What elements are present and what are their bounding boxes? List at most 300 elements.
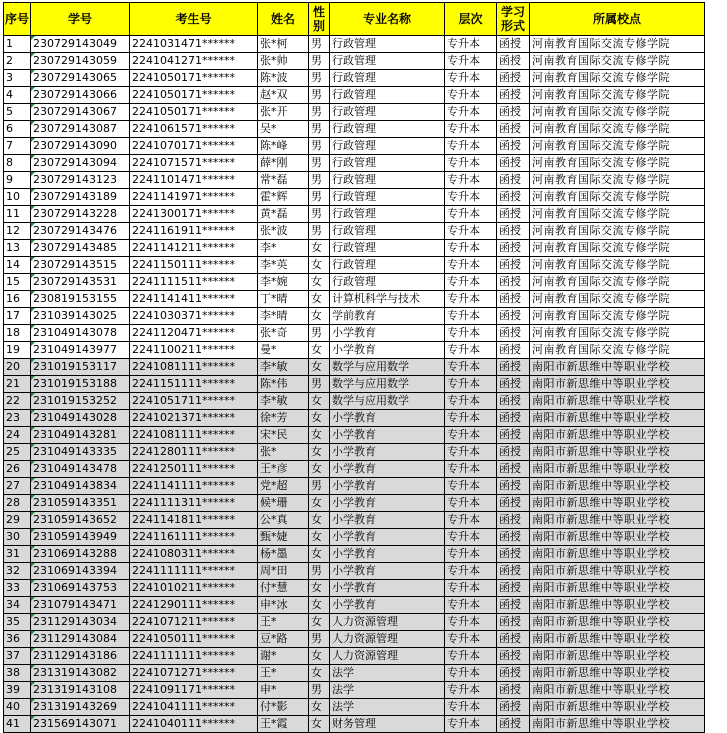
cell-mode[interactable]: 函授: [497, 648, 530, 665]
cell-level[interactable]: 专升本: [445, 495, 497, 512]
cell-student-id[interactable]: 230729143066: [31, 87, 130, 104]
cell-gender[interactable]: 女: [309, 529, 330, 546]
cell-level[interactable]: 专升本: [445, 36, 497, 53]
cell-major[interactable]: 人力资源管理: [330, 648, 445, 665]
cell-level[interactable]: 专升本: [445, 223, 497, 240]
cell-name[interactable]: 党*超: [258, 478, 309, 495]
cell-exam-no[interactable]: 2241100211******: [130, 342, 258, 359]
cell-seq[interactable]: 15: [4, 274, 31, 291]
cell-exam-no[interactable]: 2241141811******: [130, 512, 258, 529]
cell-seq[interactable]: 14: [4, 257, 31, 274]
cell-mode[interactable]: 函授: [497, 359, 530, 376]
cell-mode[interactable]: 函授: [497, 223, 530, 240]
cell-level[interactable]: 专升本: [445, 53, 497, 70]
cell-mode[interactable]: 函授: [497, 121, 530, 138]
header-major[interactable]: 专业名称: [330, 3, 445, 36]
cell-level[interactable]: 专升本: [445, 546, 497, 563]
cell-exam-no[interactable]: 2241280111******: [130, 444, 258, 461]
cell-mode[interactable]: 函授: [497, 427, 530, 444]
cell-exam-no[interactable]: 2241021371******: [130, 410, 258, 427]
cell-school[interactable]: 南阳市新思维中等职业学校: [530, 631, 705, 648]
cell-school[interactable]: 河南教育国际交流专修学院: [530, 257, 705, 274]
cell-student-id[interactable]: 231319143108: [31, 682, 130, 699]
cell-level[interactable]: 专升本: [445, 682, 497, 699]
cell-name[interactable]: 豆*路: [258, 631, 309, 648]
cell-mode[interactable]: 函授: [497, 699, 530, 716]
cell-exam-no[interactable]: 2241070171******: [130, 138, 258, 155]
cell-name[interactable]: 陈*伟: [258, 376, 309, 393]
cell-mode[interactable]: 函授: [497, 461, 530, 478]
cell-seq[interactable]: 5: [4, 104, 31, 121]
cell-gender[interactable]: 女: [309, 614, 330, 631]
cell-school[interactable]: 河南教育国际交流专修学院: [530, 308, 705, 325]
cell-seq[interactable]: 39: [4, 682, 31, 699]
cell-school[interactable]: 河南教育国际交流专修学院: [530, 223, 705, 240]
cell-seq[interactable]: 17: [4, 308, 31, 325]
cell-major[interactable]: 行政管理: [330, 70, 445, 87]
cell-level[interactable]: 专升本: [445, 155, 497, 172]
cell-student-id[interactable]: 230729143476: [31, 223, 130, 240]
cell-mode[interactable]: 函授: [497, 87, 530, 104]
cell-gender[interactable]: 男: [309, 563, 330, 580]
cell-seq[interactable]: 2: [4, 53, 31, 70]
cell-student-id[interactable]: 230729143067: [31, 104, 130, 121]
cell-school[interactable]: 南阳市新思维中等职业学校: [530, 699, 705, 716]
cell-major[interactable]: 小学教育: [330, 563, 445, 580]
cell-seq[interactable]: 10: [4, 189, 31, 206]
cell-major[interactable]: 行政管理: [330, 87, 445, 104]
cell-gender[interactable]: 女: [309, 342, 330, 359]
cell-school[interactable]: 河南教育国际交流专修学院: [530, 87, 705, 104]
cell-mode[interactable]: 函授: [497, 716, 530, 733]
cell-mode[interactable]: 函授: [497, 631, 530, 648]
cell-level[interactable]: 专升本: [445, 240, 497, 257]
cell-level[interactable]: 专升本: [445, 699, 497, 716]
header-seq[interactable]: 序号: [4, 3, 31, 36]
cell-level[interactable]: 专升本: [445, 308, 497, 325]
cell-level[interactable]: 专升本: [445, 597, 497, 614]
cell-seq[interactable]: 29: [4, 512, 31, 529]
cell-gender[interactable]: 男: [309, 121, 330, 138]
cell-student-id[interactable]: 230729143094: [31, 155, 130, 172]
cell-mode[interactable]: 函授: [497, 376, 530, 393]
cell-major[interactable]: 小学教育: [330, 546, 445, 563]
cell-name[interactable]: 李*婉: [258, 274, 309, 291]
cell-school[interactable]: 南阳市新思维中等职业学校: [530, 597, 705, 614]
cell-major[interactable]: 行政管理: [330, 121, 445, 138]
cell-school[interactable]: 南阳市新思维中等职业学校: [530, 393, 705, 410]
cell-exam-no[interactable]: 2241050171******: [130, 70, 258, 87]
cell-exam-no[interactable]: 2241141411******: [130, 291, 258, 308]
cell-seq[interactable]: 12: [4, 223, 31, 240]
cell-seq[interactable]: 13: [4, 240, 31, 257]
cell-major[interactable]: 法学: [330, 682, 445, 699]
cell-seq[interactable]: 16: [4, 291, 31, 308]
cell-student-id[interactable]: 231049143977: [31, 342, 130, 359]
cell-name[interactable]: 李*敏: [258, 359, 309, 376]
cell-exam-no[interactable]: 2241111311******: [130, 495, 258, 512]
cell-major[interactable]: 计算机科学与技术: [330, 291, 445, 308]
cell-exam-no[interactable]: 2241290111******: [130, 597, 258, 614]
cell-mode[interactable]: 函授: [497, 308, 530, 325]
cell-name[interactable]: 丁*晴: [258, 291, 309, 308]
cell-student-id[interactable]: 231069143753: [31, 580, 130, 597]
cell-level[interactable]: 专升本: [445, 189, 497, 206]
cell-name[interactable]: 王*霞: [258, 716, 309, 733]
cell-exam-no[interactable]: 2241080311******: [130, 546, 258, 563]
cell-mode[interactable]: 函授: [497, 274, 530, 291]
cell-major[interactable]: 小学教育: [330, 410, 445, 427]
cell-school[interactable]: 南阳市新思维中等职业学校: [530, 427, 705, 444]
cell-name[interactable]: 李*晴: [258, 308, 309, 325]
cell-seq[interactable]: 24: [4, 427, 31, 444]
cell-major[interactable]: 行政管理: [330, 104, 445, 121]
cell-gender[interactable]: 男: [309, 138, 330, 155]
cell-seq[interactable]: 9: [4, 172, 31, 189]
cell-student-id[interactable]: 230729143090: [31, 138, 130, 155]
cell-name[interactable]: 周*田: [258, 563, 309, 580]
cell-major[interactable]: 数学与应用数学: [330, 359, 445, 376]
cell-student-id[interactable]: 231019153252: [31, 393, 130, 410]
cell-seq[interactable]: 28: [4, 495, 31, 512]
cell-exam-no[interactable]: 2241041111******: [130, 699, 258, 716]
cell-mode[interactable]: 函授: [497, 478, 530, 495]
cell-gender[interactable]: 女: [309, 512, 330, 529]
cell-school[interactable]: 南阳市新思维中等职业学校: [530, 495, 705, 512]
cell-gender[interactable]: 女: [309, 393, 330, 410]
cell-seq[interactable]: 25: [4, 444, 31, 461]
cell-school[interactable]: 南阳市新思维中等职业学校: [530, 376, 705, 393]
cell-student-id[interactable]: 231069143288: [31, 546, 130, 563]
cell-mode[interactable]: 函授: [497, 172, 530, 189]
cell-gender[interactable]: 女: [309, 427, 330, 444]
cell-name[interactable]: 薛*刚: [258, 155, 309, 172]
cell-mode[interactable]: 函授: [497, 563, 530, 580]
cell-level[interactable]: 专升本: [445, 257, 497, 274]
cell-mode[interactable]: 函授: [497, 495, 530, 512]
cell-school[interactable]: 河南教育国际交流专修学院: [530, 104, 705, 121]
cell-name[interactable]: 申*: [258, 682, 309, 699]
cell-seq[interactable]: 30: [4, 529, 31, 546]
cell-exam-no[interactable]: 2241071271******: [130, 665, 258, 682]
cell-exam-no[interactable]: 2241300171******: [130, 206, 258, 223]
cell-major[interactable]: 数学与应用数学: [330, 376, 445, 393]
cell-level[interactable]: 专升本: [445, 444, 497, 461]
cell-school[interactable]: 南阳市新思维中等职业学校: [530, 682, 705, 699]
cell-mode[interactable]: 函授: [497, 342, 530, 359]
cell-gender[interactable]: 女: [309, 461, 330, 478]
cell-level[interactable]: 专升本: [445, 104, 497, 121]
cell-school[interactable]: 南阳市新思维中等职业学校: [530, 359, 705, 376]
cell-school[interactable]: 河南教育国际交流专修学院: [530, 172, 705, 189]
cell-seq[interactable]: 21: [4, 376, 31, 393]
cell-name[interactable]: 张*: [258, 444, 309, 461]
cell-name[interactable]: 王*: [258, 665, 309, 682]
cell-seq[interactable]: 40: [4, 699, 31, 716]
cell-student-id[interactable]: 231049143028: [31, 410, 130, 427]
cell-major[interactable]: 行政管理: [330, 274, 445, 291]
cell-school[interactable]: 河南教育国际交流专修学院: [530, 155, 705, 172]
cell-gender[interactable]: 男: [309, 376, 330, 393]
cell-student-id[interactable]: 231059143351: [31, 495, 130, 512]
cell-major[interactable]: 小学教育: [330, 495, 445, 512]
cell-major[interactable]: 学前教育: [330, 308, 445, 325]
cell-mode[interactable]: 函授: [497, 104, 530, 121]
cell-student-id[interactable]: 230729143049: [31, 36, 130, 53]
cell-seq[interactable]: 38: [4, 665, 31, 682]
cell-major[interactable]: 小学教育: [330, 478, 445, 495]
cell-major[interactable]: 法学: [330, 665, 445, 682]
cell-school[interactable]: 河南教育国际交流专修学院: [530, 53, 705, 70]
cell-exam-no[interactable]: 2241101471******: [130, 172, 258, 189]
cell-exam-no[interactable]: 2241071571******: [130, 155, 258, 172]
cell-name[interactable]: 张*帅: [258, 53, 309, 70]
cell-level[interactable]: 专升本: [445, 172, 497, 189]
cell-school[interactable]: 河南教育国际交流专修学院: [530, 240, 705, 257]
cell-major[interactable]: 行政管理: [330, 223, 445, 240]
cell-major[interactable]: 行政管理: [330, 172, 445, 189]
cell-major[interactable]: 小学教育: [330, 512, 445, 529]
cell-mode[interactable]: 函授: [497, 53, 530, 70]
cell-major[interactable]: 小学教育: [330, 529, 445, 546]
cell-seq[interactable]: 41: [4, 716, 31, 733]
cell-mode[interactable]: 函授: [497, 444, 530, 461]
cell-student-id[interactable]: 231129143034: [31, 614, 130, 631]
cell-major[interactable]: 数学与应用数学: [330, 393, 445, 410]
cell-student-id[interactable]: 231049143335: [31, 444, 130, 461]
cell-major[interactable]: 行政管理: [330, 257, 445, 274]
cell-level[interactable]: 专升本: [445, 325, 497, 342]
cell-level[interactable]: 专升本: [445, 461, 497, 478]
cell-mode[interactable]: 函授: [497, 138, 530, 155]
cell-exam-no[interactable]: 2241031471******: [130, 36, 258, 53]
cell-level[interactable]: 专升本: [445, 206, 497, 223]
cell-level[interactable]: 专升本: [445, 138, 497, 155]
cell-exam-no[interactable]: 2241141211******: [130, 240, 258, 257]
cell-exam-no[interactable]: 2241071211******: [130, 614, 258, 631]
cell-name[interactable]: 申*冰: [258, 597, 309, 614]
cell-school[interactable]: 南阳市新思维中等职业学校: [530, 563, 705, 580]
cell-school[interactable]: 南阳市新思维中等职业学校: [530, 410, 705, 427]
cell-mode[interactable]: 函授: [497, 291, 530, 308]
cell-mode[interactable]: 函授: [497, 393, 530, 410]
cell-exam-no[interactable]: 2241161911******: [130, 223, 258, 240]
cell-mode[interactable]: 函授: [497, 529, 530, 546]
cell-school[interactable]: 河南教育国际交流专修学院: [530, 138, 705, 155]
cell-level[interactable]: 专升本: [445, 342, 497, 359]
cell-gender[interactable]: 男: [309, 36, 330, 53]
cell-name[interactable]: 张*波: [258, 223, 309, 240]
cell-seq[interactable]: 23: [4, 410, 31, 427]
cell-major[interactable]: 小学教育: [330, 325, 445, 342]
cell-level[interactable]: 专升本: [445, 665, 497, 682]
cell-school[interactable]: 河南教育国际交流专修学院: [530, 70, 705, 87]
cell-name[interactable]: 张*开: [258, 104, 309, 121]
cell-level[interactable]: 专升本: [445, 393, 497, 410]
cell-school[interactable]: 南阳市新思维中等职业学校: [530, 478, 705, 495]
cell-student-id[interactable]: 230729143087: [31, 121, 130, 138]
cell-seq[interactable]: 33: [4, 580, 31, 597]
cell-name[interactable]: 张*奇: [258, 325, 309, 342]
header-gender[interactable]: 性别: [309, 3, 330, 36]
cell-exam-no[interactable]: 2241150111******: [130, 257, 258, 274]
cell-student-id[interactable]: 230729143189: [31, 189, 130, 206]
cell-level[interactable]: 专升本: [445, 512, 497, 529]
cell-seq[interactable]: 32: [4, 563, 31, 580]
cell-mode[interactable]: 函授: [497, 665, 530, 682]
cell-level[interactable]: 专升本: [445, 376, 497, 393]
cell-gender[interactable]: 女: [309, 359, 330, 376]
cell-seq[interactable]: 26: [4, 461, 31, 478]
cell-student-id[interactable]: 231319143269: [31, 699, 130, 716]
cell-major[interactable]: 法学: [330, 699, 445, 716]
cell-name[interactable]: 陈*峰: [258, 138, 309, 155]
cell-major[interactable]: 行政管理: [330, 138, 445, 155]
cell-gender[interactable]: 男: [309, 172, 330, 189]
cell-exam-no[interactable]: 2241081111******: [130, 359, 258, 376]
cell-gender[interactable]: 男: [309, 325, 330, 342]
cell-gender[interactable]: 男: [309, 478, 330, 495]
cell-name[interactable]: 付*慧: [258, 580, 309, 597]
cell-mode[interactable]: 函授: [497, 155, 530, 172]
cell-seq[interactable]: 20: [4, 359, 31, 376]
cell-seq[interactable]: 22: [4, 393, 31, 410]
cell-gender[interactable]: 女: [309, 291, 330, 308]
cell-student-id[interactable]: 231319143082: [31, 665, 130, 682]
cell-student-id[interactable]: 231019153117: [31, 359, 130, 376]
cell-major[interactable]: 行政管理: [330, 189, 445, 206]
cell-name[interactable]: 黄*磊: [258, 206, 309, 223]
cell-gender[interactable]: 女: [309, 699, 330, 716]
cell-mode[interactable]: 函授: [497, 597, 530, 614]
cell-mode[interactable]: 函授: [497, 36, 530, 53]
cell-major[interactable]: 行政管理: [330, 206, 445, 223]
cell-student-id[interactable]: 230729143531: [31, 274, 130, 291]
cell-gender[interactable]: 男: [309, 631, 330, 648]
cell-school[interactable]: 河南教育国际交流专修学院: [530, 274, 705, 291]
cell-name[interactable]: 宋*民: [258, 427, 309, 444]
cell-major[interactable]: 小学教育: [330, 597, 445, 614]
cell-school[interactable]: 南阳市新思维中等职业学校: [530, 716, 705, 733]
cell-mode[interactable]: 函授: [497, 206, 530, 223]
cell-seq[interactable]: 6: [4, 121, 31, 138]
cell-student-id[interactable]: 230729143515: [31, 257, 130, 274]
header-name[interactable]: 姓名: [258, 3, 309, 36]
cell-seq[interactable]: 3: [4, 70, 31, 87]
cell-gender[interactable]: 女: [309, 495, 330, 512]
cell-exam-no[interactable]: 2241050171******: [130, 87, 258, 104]
cell-name[interactable]: 吴*: [258, 121, 309, 138]
cell-student-id[interactable]: 230819153155: [31, 291, 130, 308]
cell-major[interactable]: 行政管理: [330, 36, 445, 53]
cell-exam-no[interactable]: 2241161111******: [130, 529, 258, 546]
cell-exam-no[interactable]: 2241111111******: [130, 648, 258, 665]
cell-name[interactable]: 赵*双: [258, 87, 309, 104]
cell-gender[interactable]: 女: [309, 580, 330, 597]
cell-school[interactable]: 南阳市新思维中等职业学校: [530, 580, 705, 597]
cell-school[interactable]: 南阳市新思维中等职业学校: [530, 444, 705, 461]
cell-student-id[interactable]: 231079143471: [31, 597, 130, 614]
cell-major[interactable]: 人力资源管理: [330, 631, 445, 648]
cell-gender[interactable]: 女: [309, 546, 330, 563]
cell-mode[interactable]: 函授: [497, 512, 530, 529]
cell-level[interactable]: 专升本: [445, 716, 497, 733]
cell-major[interactable]: 行政管理: [330, 240, 445, 257]
cell-school[interactable]: 河南教育国际交流专修学院: [530, 36, 705, 53]
cell-mode[interactable]: 函授: [497, 240, 530, 257]
cell-student-id[interactable]: 231129143084: [31, 631, 130, 648]
cell-level[interactable]: 专升本: [445, 87, 497, 104]
cell-seq[interactable]: 18: [4, 325, 31, 342]
cell-student-id[interactable]: 231569143071: [31, 716, 130, 733]
cell-exam-no[interactable]: 2241141111******: [130, 478, 258, 495]
cell-school[interactable]: 河南教育国际交流专修学院: [530, 189, 705, 206]
cell-name[interactable]: 李*英: [258, 257, 309, 274]
cell-level[interactable]: 专升本: [445, 614, 497, 631]
cell-level[interactable]: 专升本: [445, 274, 497, 291]
cell-school[interactable]: 河南教育国际交流专修学院: [530, 342, 705, 359]
cell-gender[interactable]: 男: [309, 70, 330, 87]
cell-mode[interactable]: 函授: [497, 614, 530, 631]
cell-major[interactable]: 小学教育: [330, 444, 445, 461]
cell-major[interactable]: 小学教育: [330, 461, 445, 478]
cell-school[interactable]: 河南教育国际交流专修学院: [530, 121, 705, 138]
cell-major[interactable]: 小学教育: [330, 342, 445, 359]
header-mode[interactable]: 学习形式: [497, 3, 530, 36]
cell-major[interactable]: 小学教育: [330, 427, 445, 444]
cell-exam-no[interactable]: 2241030371******: [130, 308, 258, 325]
cell-mode[interactable]: 函授: [497, 546, 530, 563]
cell-name[interactable]: 谢*: [258, 648, 309, 665]
cell-school[interactable]: 南阳市新思维中等职业学校: [530, 529, 705, 546]
cell-mode[interactable]: 函授: [497, 257, 530, 274]
cell-gender[interactable]: 女: [309, 240, 330, 257]
cell-name[interactable]: 甄*婕: [258, 529, 309, 546]
cell-mode[interactable]: 函授: [497, 682, 530, 699]
cell-mode[interactable]: 函授: [497, 410, 530, 427]
cell-level[interactable]: 专升本: [445, 631, 497, 648]
cell-name[interactable]: 杨*墨: [258, 546, 309, 563]
cell-exam-no[interactable]: 2241081111******: [130, 427, 258, 444]
cell-mode[interactable]: 函授: [497, 189, 530, 206]
cell-student-id[interactable]: 230729143123: [31, 172, 130, 189]
cell-gender[interactable]: 男: [309, 206, 330, 223]
cell-school[interactable]: 南阳市新思维中等职业学校: [530, 614, 705, 631]
cell-mode[interactable]: 函授: [497, 580, 530, 597]
cell-school[interactable]: 河南教育国际交流专修学院: [530, 206, 705, 223]
cell-major[interactable]: 人力资源管理: [330, 614, 445, 631]
cell-level[interactable]: 专升本: [445, 580, 497, 597]
cell-student-id[interactable]: 231129143186: [31, 648, 130, 665]
cell-student-id[interactable]: 231049143834: [31, 478, 130, 495]
cell-name[interactable]: 陈*波: [258, 70, 309, 87]
cell-seq[interactable]: 35: [4, 614, 31, 631]
cell-student-id[interactable]: 231039143025: [31, 308, 130, 325]
cell-exam-no[interactable]: 2241091171******: [130, 682, 258, 699]
cell-exam-no[interactable]: 2241041271******: [130, 53, 258, 70]
header-school[interactable]: 所属校点: [530, 3, 705, 36]
cell-name[interactable]: 常*磊: [258, 172, 309, 189]
cell-name[interactable]: 王*彦: [258, 461, 309, 478]
cell-gender[interactable]: 男: [309, 189, 330, 206]
cell-student-id[interactable]: 231049143078: [31, 325, 130, 342]
cell-level[interactable]: 专升本: [445, 70, 497, 87]
cell-exam-no[interactable]: 2241061571******: [130, 121, 258, 138]
cell-exam-no[interactable]: 2241120471******: [130, 325, 258, 342]
cell-level[interactable]: 专升本: [445, 563, 497, 580]
cell-level[interactable]: 专升本: [445, 427, 497, 444]
cell-school[interactable]: 南阳市新思维中等职业学校: [530, 461, 705, 478]
